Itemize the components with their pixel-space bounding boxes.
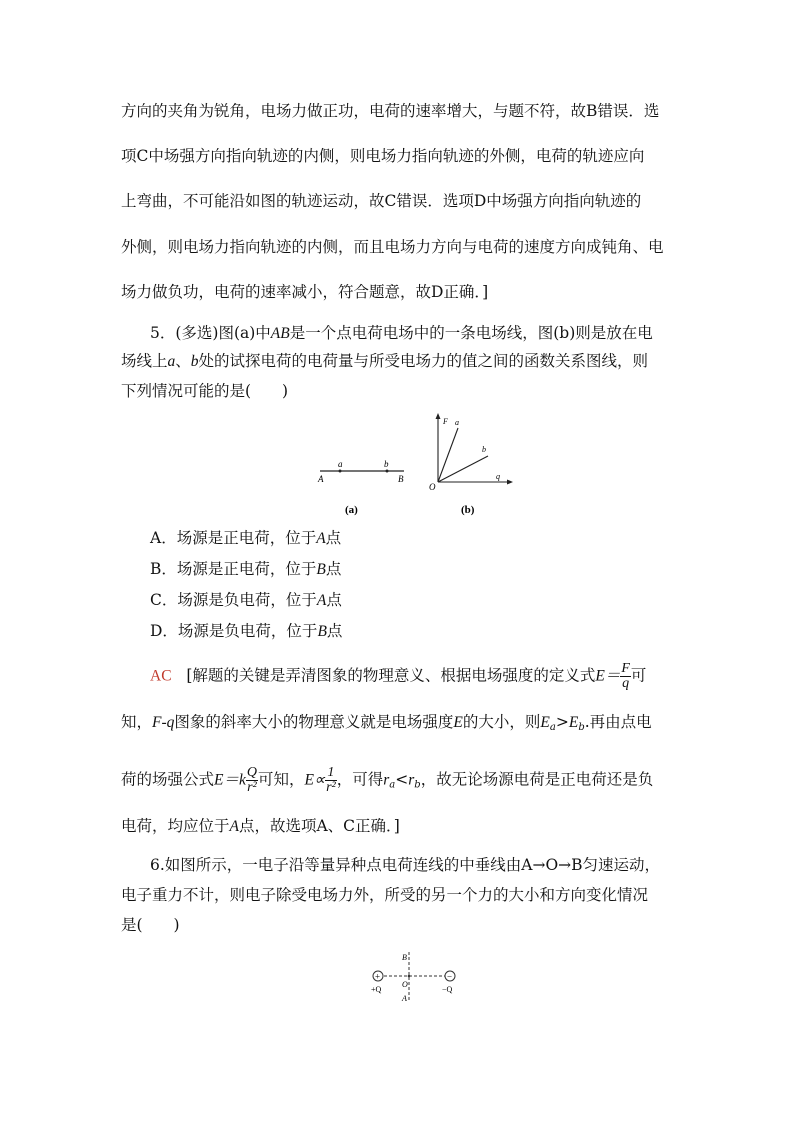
end-A-label: A <box>318 474 324 484</box>
figure-q6 <box>366 946 466 1008</box>
question-6-line: 是( ) <box>121 916 180 934</box>
explanation-line: 电荷，均应位于A点，故选项A、C正确．] <box>121 817 400 835</box>
option-c: C．场源是负电荷，位于A点 <box>150 591 342 609</box>
point-B-label: B <box>402 953 407 962</box>
text-line: 上弯曲，不可能沿如图的轨迹运动，故C错误．选项D中场强方向指向轨迹的 <box>121 192 642 210</box>
f-axis-arrow <box>436 413 441 419</box>
q-axis-arrow <box>507 480 513 485</box>
answer-label: AC <box>150 667 172 685</box>
text-line: 外侧，则电场力指向轨迹的内侧，而且电场力方向与电荷的速度方向成钝角、电 <box>121 238 664 256</box>
plus-sign: + <box>375 971 381 982</box>
point-b-dot <box>386 470 389 473</box>
text-line: 项C中场强方向指向轨迹的内侧，则电场力指向轨迹的外侧，电荷的轨迹应向 <box>121 147 645 165</box>
question-5-line: 场线上a、b处的试探电荷的电荷量与所受电场力的值之间的函数关系图线，则 <box>121 352 649 370</box>
axis-F-label: F <box>443 417 448 426</box>
text-line: 方向的夹角为锐角，电场力做正功，电荷的速率增大，与题不符，故B错误．选 <box>121 102 660 120</box>
point-a-dot <box>339 470 342 473</box>
option-d: D．场源是负电荷，位于B点 <box>150 622 343 640</box>
minus-sign: − <box>447 971 453 982</box>
explanation-line: 荷的场强公式E＝k $\frac{Q}{\text{r²}}$ 可知，E∝ $\frac{1}{\text{r²}}$ ，可得$r_a<r_b$，故无论场源电荷是正电荷还是负 <box>121 765 654 795</box>
figure-a <box>312 452 412 522</box>
figure-b <box>425 410 520 522</box>
axis-q-label: q <box>496 472 500 481</box>
question-6-line: 电子重力不计，则电子除受电场力外，所受的另一个力的大小和方向变化情况 <box>121 886 649 904</box>
explanation-line: AC [解题的关键是弄清图象的物理意义、根据电场强度的定义式E＝ $\frac{F}{q}$ 可 <box>150 661 647 691</box>
minus-charge-label: −Q <box>442 985 453 994</box>
line-b-label: b <box>482 445 486 454</box>
fraction-F-over-q: $\frac{F}{q}$ <box>621 661 630 691</box>
question-6-line: 6.如图所示，一电子沿等量异种点电荷连线的中垂线由A→O→B匀速运动， <box>150 856 661 874</box>
line-b <box>438 456 488 482</box>
point-a-label: a <box>338 459 343 469</box>
question-5-line: 5．(多选)图(a)中AB是一个点电荷电场中的一条电场线，图(b)则是放在电 <box>150 324 653 342</box>
fraction-1-over-r2: $\frac{1}{\text{r²}}$ <box>326 765 336 795</box>
point-O-dot <box>408 975 411 978</box>
explanation-line: 知，F-q图象的斜率大小的物理意义就是电场强度E的大小，则$E_a>E_b$.再由点电 <box>121 713 652 733</box>
line-a-label: a <box>455 418 459 427</box>
end-B-label: B <box>398 474 404 484</box>
figure-b-caption: (b) <box>461 504 475 516</box>
origin-label: O <box>429 482 436 492</box>
fraction-Q-over-r2: $\frac{Q}{\text{r²}}$ <box>246 765 257 795</box>
point-b-label: b <box>384 459 389 469</box>
option-a: A．场源是正电荷，位于A点 <box>150 529 342 547</box>
option-b: B．场源是正电荷，位于B点 <box>150 560 342 578</box>
figure-a-caption: (a) <box>345 504 358 516</box>
text-line: 场力做负功，电荷的速率减小，符合题意，故D正确．] <box>121 283 489 301</box>
point-A-label: A <box>402 994 407 1003</box>
question-5-line: 下列情况可能的是( ) <box>121 382 289 400</box>
point-O-label: O <box>402 980 408 989</box>
plus-charge-label: +Q <box>371 985 382 994</box>
line-a <box>438 428 458 482</box>
